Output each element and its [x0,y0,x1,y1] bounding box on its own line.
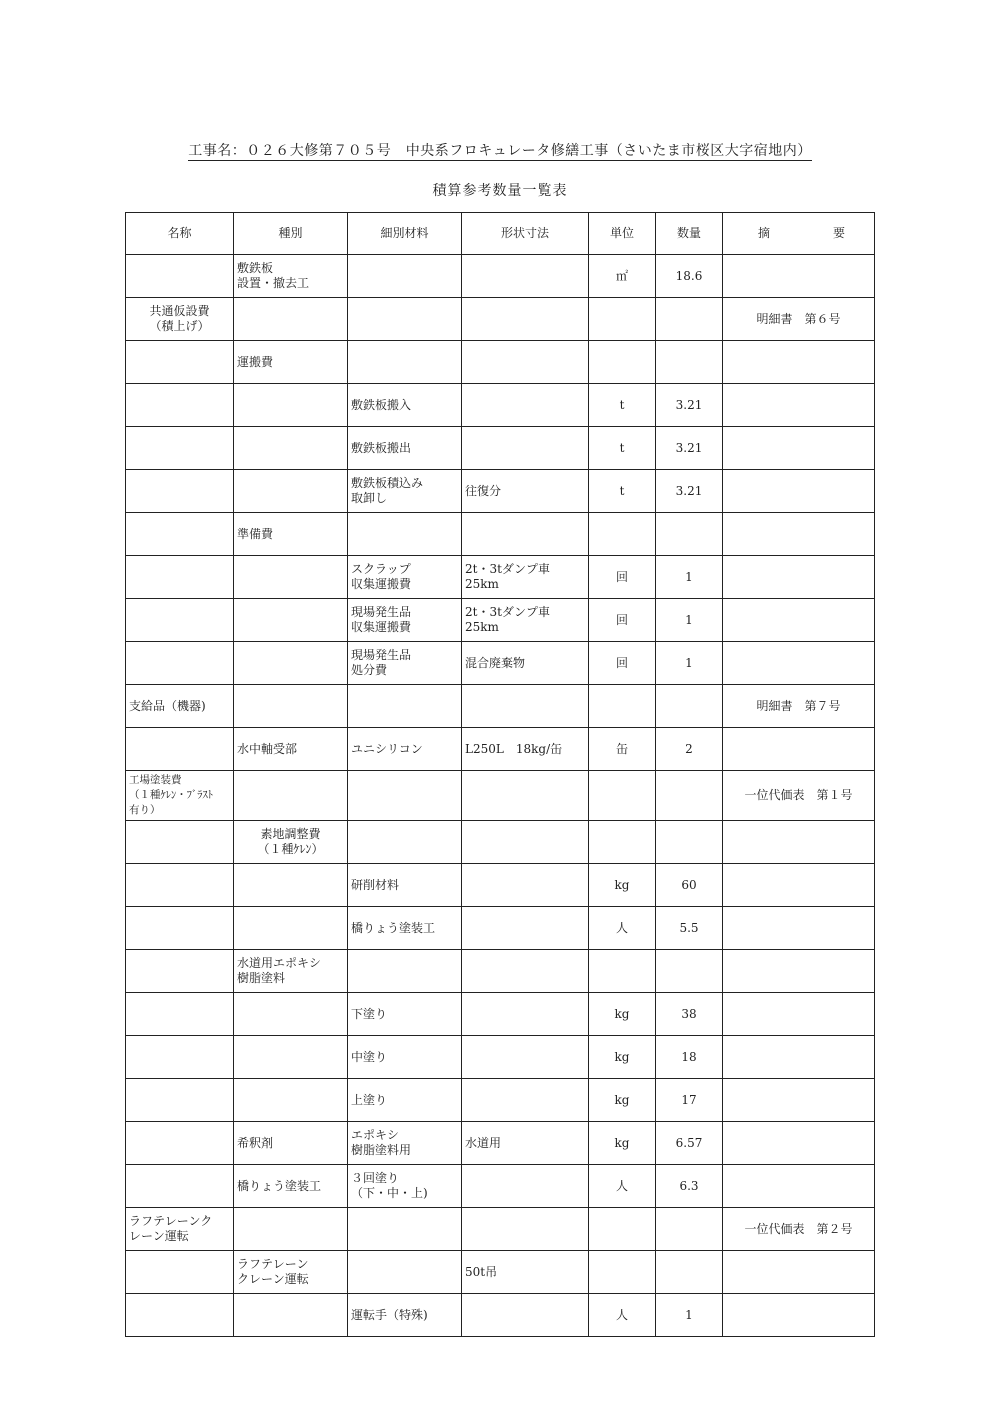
cell-summary [723,1079,875,1122]
cell-unit [589,341,656,384]
cell-material [348,298,462,341]
table-row [126,427,875,470]
cell-size [462,864,589,907]
cell-summary [723,864,875,907]
cell-qty: 6.57 [656,1122,723,1165]
cell-unit: t [589,470,656,513]
cell-name [126,1079,234,1122]
cell-name: 支給品（機器) [126,685,234,728]
cell-name [126,1036,234,1079]
cell-summary [723,993,875,1036]
cell-type: 橋りょう塗装工 [234,1165,348,1208]
cell-qty: 38 [656,993,723,1036]
cell-material: スクラップ 収集運搬費 [348,556,462,599]
cell-type: 水道用エポキシ 樹脂塗料 [234,950,348,993]
cell-size [462,821,589,864]
cell-size [462,1036,589,1079]
cell-size [462,1208,589,1251]
cell-size: 2t・3tダンプ車 25km [462,599,589,642]
cell-material [348,1251,462,1294]
cell-unit: t [589,384,656,427]
cell-qty: 3.21 [656,427,723,470]
cell-summary [723,556,875,599]
cell-summary [723,1294,875,1337]
cell-unit [589,1251,656,1294]
cell-type [234,993,348,1036]
col-header-material: 細別材料 [348,213,462,255]
cell-unit: kg [589,1036,656,1079]
cell-size: 混合廃棄物 [462,642,589,685]
cell-size [462,427,589,470]
col-header-name: 名称 [126,213,234,255]
cell-qty: 17 [656,1079,723,1122]
cell-size [462,993,589,1036]
header-row [126,213,875,255]
document-subtitle: 積算参考数量一覧表 [432,183,568,199]
cell-size: 50t吊 [462,1251,589,1294]
cell-name [126,384,234,427]
cell-size [462,341,589,384]
cell-qty: 5.5 [656,907,723,950]
table-row [126,950,875,993]
cell-unit: ㎡ [589,255,656,298]
cell-name [126,864,234,907]
cell-type [234,470,348,513]
cell-material: 敷鉄板搬出 [348,427,462,470]
cell-material: 敷鉄板積込み 取卸し [348,470,462,513]
cell-unit: 回 [589,599,656,642]
cell-type [234,907,348,950]
cell-summary [723,1036,875,1079]
col-header-qty: 数量 [656,213,723,255]
cell-summary [723,384,875,427]
table-row [126,1036,875,1079]
cell-size [462,255,589,298]
cell-qty [656,513,723,556]
cell-qty [656,771,723,821]
cell-type [234,642,348,685]
cell-type: 運搬費 [234,341,348,384]
table-row [126,1251,875,1294]
cell-material: 敷鉄板搬入 [348,384,462,427]
cell-summary [723,427,875,470]
cell-name [126,907,234,950]
cell-summary: 明細書 第６号 [723,298,875,341]
cell-unit [589,950,656,993]
table-row [126,1079,875,1122]
cell-summary [723,1251,875,1294]
cell-name [126,470,234,513]
table-row [126,728,875,771]
col-header-type: 種別 [234,213,348,255]
cell-qty [656,950,723,993]
cell-unit: kg [589,1079,656,1122]
document-title-text: 工事名：０２６大修第７０５号 中央系フロキュレータ修繕工事（さいたま市桜区大字宿地内） [188,143,812,159]
cell-size [462,950,589,993]
cell-qty: 2 [656,728,723,771]
cell-type: 素地調整費 （１種ｹﾚﾝ） [234,821,348,864]
cell-summary [723,470,875,513]
cell-unit: kg [589,864,656,907]
cell-qty: 1 [656,599,723,642]
cell-name: 共通仮設費 （積上げ） [126,298,234,341]
cell-type [234,771,348,821]
cell-size [462,298,589,341]
cell-name [126,821,234,864]
col-header-summary-1: 摘 [758,226,771,240]
cell-summary [723,950,875,993]
quantity-table [125,212,875,1337]
cell-size [462,1165,589,1208]
cell-name [126,427,234,470]
cell-unit: 人 [589,1165,656,1208]
cell-qty: 3.21 [656,384,723,427]
cell-name [126,950,234,993]
cell-qty: 1 [656,556,723,599]
cell-name [126,599,234,642]
cell-material [348,341,462,384]
cell-unit [589,821,656,864]
cell-name: ラフテレーンク レーン運転 [126,1208,234,1251]
table-row [126,1294,875,1337]
cell-summary [723,821,875,864]
cell-summary [723,513,875,556]
cell-material: 現場発生品 収集運搬費 [348,599,462,642]
cell-size [462,1079,589,1122]
col-header-size: 形状寸法 [462,213,589,255]
cell-material [348,255,462,298]
cell-material: 上塗り [348,1079,462,1122]
cell-type: 水中軸受部 [234,728,348,771]
cell-type: 希釈剤 [234,1122,348,1165]
cell-type [234,1036,348,1079]
cell-summary: 一位代価表 第２号 [723,1208,875,1251]
cell-summary [723,728,875,771]
cell-material: ３回塗り （下・中・上) [348,1165,462,1208]
cell-type [234,427,348,470]
cell-qty: 60 [656,864,723,907]
cell-unit: 缶 [589,728,656,771]
cell-size [462,513,589,556]
cell-qty [656,341,723,384]
cell-name: 工場塗装費 （１種ｹﾚﾝ・ﾌﾞﾗｽﾄ 有り） [126,771,234,821]
cell-name [126,255,234,298]
cell-unit: 回 [589,556,656,599]
cell-qty: 6.3 [656,1165,723,1208]
cell-material [348,513,462,556]
table-row [126,556,875,599]
cell-qty [656,685,723,728]
cell-summary: 明細書 第７号 [723,685,875,728]
table-row [126,1208,875,1251]
cell-qty: 18 [656,1036,723,1079]
cell-type [234,556,348,599]
table-row [126,685,875,728]
cell-size [462,384,589,427]
cell-name [126,642,234,685]
cell-material: 中塗り [348,1036,462,1079]
cell-material [348,1208,462,1251]
cell-qty: 1 [656,642,723,685]
cell-qty: 3.21 [656,470,723,513]
table-row [126,864,875,907]
cell-summary: 一位代価表 第１号 [723,771,875,821]
table-row [126,907,875,950]
cell-unit: t [589,427,656,470]
cell-summary [723,255,875,298]
cell-name [126,341,234,384]
cell-material [348,771,462,821]
table-row [126,642,875,685]
cell-material: エポキシ 樹脂塗料用 [348,1122,462,1165]
cell-unit [589,771,656,821]
cell-name [126,513,234,556]
table-row [126,341,875,384]
table-row [126,821,875,864]
cell-material: 現場発生品 処分費 [348,642,462,685]
cell-summary [723,907,875,950]
cell-name [126,993,234,1036]
cell-size: 2t・3tダンプ車 25km [462,556,589,599]
col-header-unit: 単位 [589,213,656,255]
cell-qty [656,1208,723,1251]
cell-unit: kg [589,993,656,1036]
cell-material: 橋りょう塗装工 [348,907,462,950]
cell-summary [723,1165,875,1208]
cell-name [126,1251,234,1294]
table-row [126,993,875,1036]
table-header [126,213,875,255]
cell-name [126,1294,234,1337]
table-row [126,255,875,298]
table-row [126,771,875,821]
cell-qty: 1 [656,1294,723,1337]
cell-material: 研削材料 [348,864,462,907]
cell-unit: 回 [589,642,656,685]
cell-size [462,771,589,821]
table-row [126,384,875,427]
cell-qty [656,821,723,864]
table-row [126,599,875,642]
cell-size [462,685,589,728]
cell-type [234,685,348,728]
cell-qty [656,1251,723,1294]
cell-material: ユニシリコン [348,728,462,771]
cell-unit [589,1208,656,1251]
cell-qty [656,298,723,341]
cell-summary [723,341,875,384]
cell-unit: kg [589,1122,656,1165]
cell-material [348,821,462,864]
cell-name [126,1165,234,1208]
table-body [126,255,875,1337]
cell-summary [723,642,875,685]
cell-size: 水道用 [462,1122,589,1165]
cell-type: ラフテレーン クレーン運転 [234,1251,348,1294]
cell-unit: 人 [589,1294,656,1337]
cell-material: 下塗り [348,993,462,1036]
cell-material [348,950,462,993]
cell-summary [723,599,875,642]
cell-size [462,1294,589,1337]
cell-summary [723,1122,875,1165]
cell-type [234,1208,348,1251]
cell-qty: 18.6 [656,255,723,298]
cell-type [234,1079,348,1122]
cell-size: L250L 18kg/缶 [462,728,589,771]
cell-type [234,1294,348,1337]
cell-material [348,685,462,728]
cell-size: 往復分 [462,470,589,513]
table-row [126,1122,875,1165]
cell-type: 準備費 [234,513,348,556]
cell-size [462,907,589,950]
cell-name [126,1122,234,1165]
cell-unit [589,685,656,728]
cell-name [126,728,234,771]
cell-type [234,864,348,907]
cell-material: 運転手（特殊) [348,1294,462,1337]
document-title [0,141,1000,161]
table-row [126,470,875,513]
cell-type [234,298,348,341]
cell-type: 敷鉄板 設置・撤去工 [234,255,348,298]
col-header-summary-2: 要 [832,226,845,240]
table-row [126,513,875,556]
cell-unit [589,298,656,341]
cell-unit [589,513,656,556]
cell-type [234,384,348,427]
cell-type [234,599,348,642]
cell-name [126,556,234,599]
cell-unit: 人 [589,907,656,950]
table-row [126,1165,875,1208]
table-row [126,298,875,341]
col-header-summary [723,213,875,255]
